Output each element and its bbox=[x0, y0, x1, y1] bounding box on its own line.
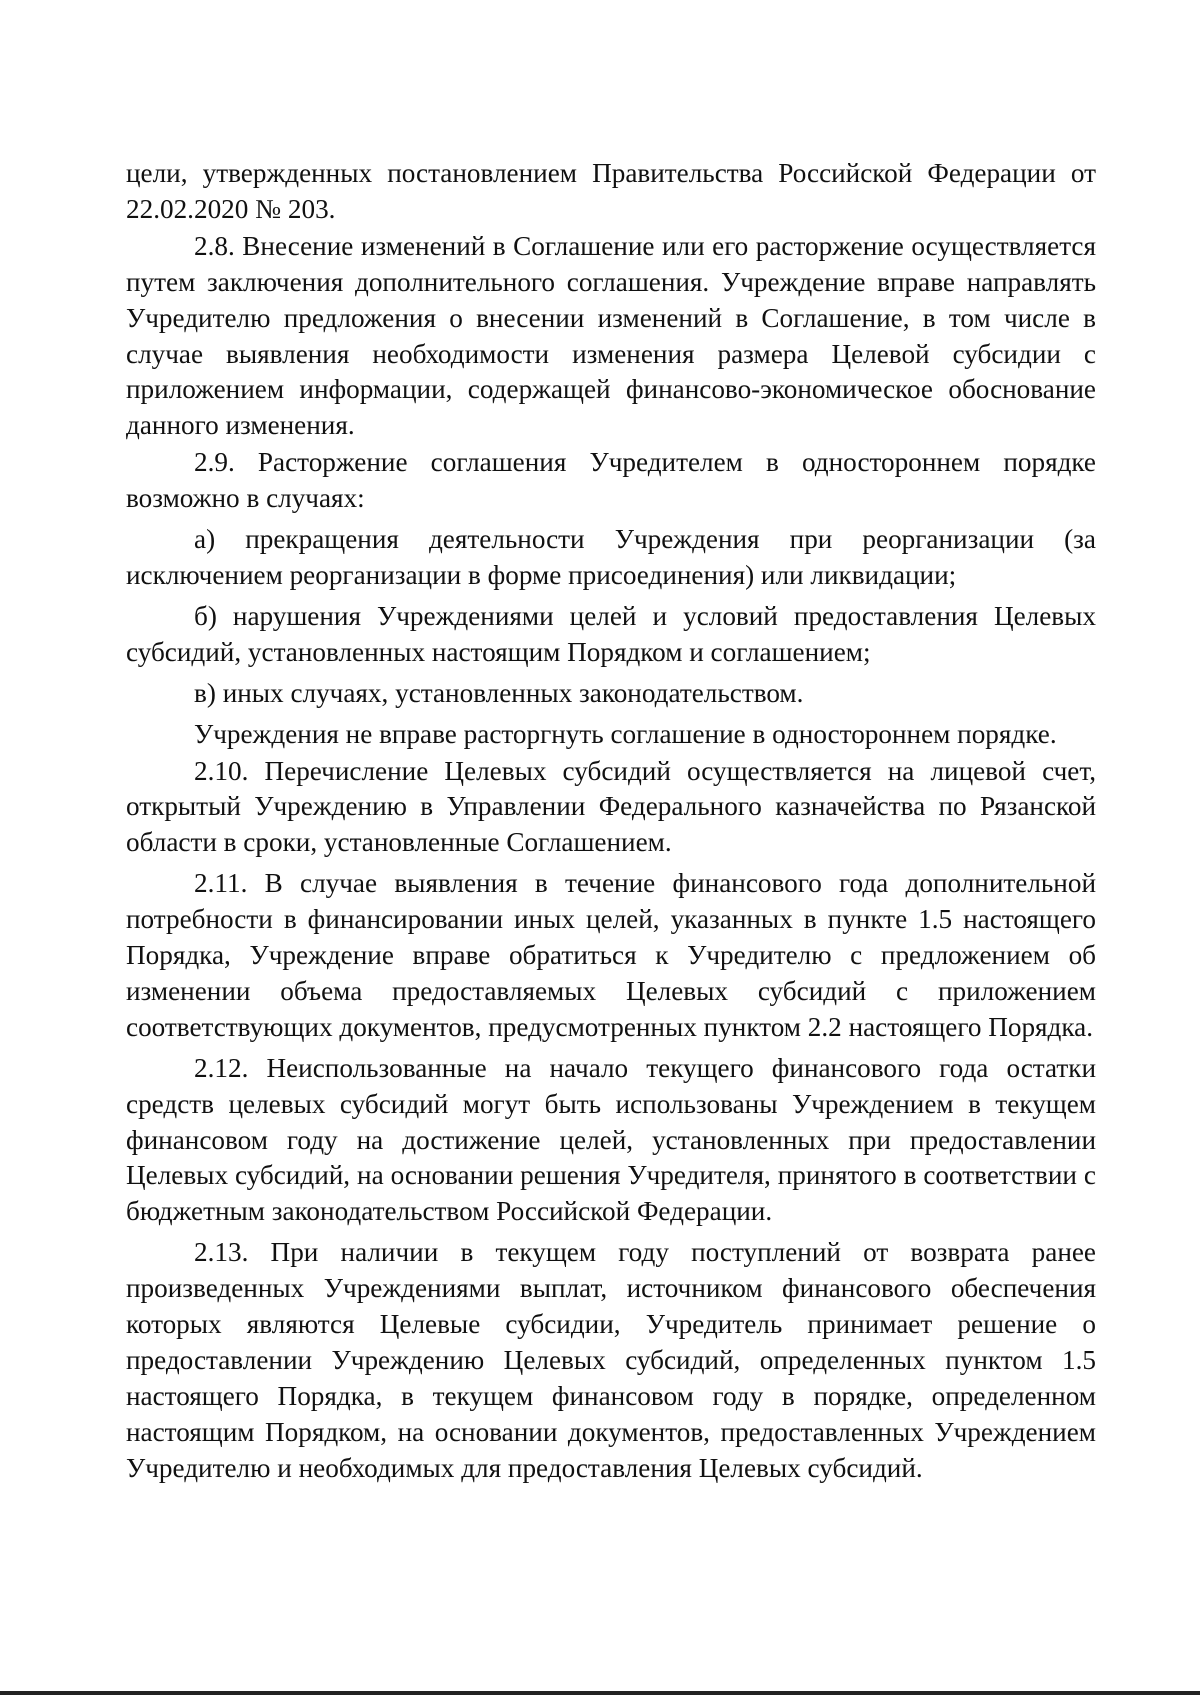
document-body bbox=[126, 156, 1096, 1487]
paragraph-2-11: 2.11. В случае выявления в течение финансового года дополнительной потребности в финансировании иных целей, указанных в пункте 1.5 настоящего Порядка, Учреждение вправе обратиться к Учредителю с предложением об изменении объема предоставляемых Целевых субсидий с приложением соответствующих документов, предусмотренных пунктом 2.2 настоящего Порядка. bbox=[126, 868, 1096, 1042]
paragraph-2-10: 2.10. Перечисление Целевых субсидий осуществляется на лицевой счет, открытый Учреждению в Управлении Федерального казначейства по Рязанской области в сроки, установленные Соглашением. bbox=[126, 755, 1096, 858]
paragraph-2-8: 2.8. Внесение изменений в Соглашение или его расторжение осуществляется путем заключения дополнительного соглашения. Учреждение вправе направлять Учредителю предложения о внесении изменений в Соглашение, в том числе в случае выявления необходимости изменения размера Целевой субсидии с приложением информации, содержащей финансово-экономическое обоснование данного изменения. bbox=[126, 230, 1096, 441]
paragraph-unilateral-note: Учреждения не вправе расторгнуть соглашение в одностороннем порядке. bbox=[194, 718, 1057, 749]
paragraph-2-9: 2.9. Расторжение соглашения Учредителем в одностороннем порядке возможно в случаях: bbox=[126, 447, 1096, 514]
scan-bottom-edge bbox=[0, 1691, 1200, 1695]
paragraph-2-12: 2.12. Неиспользованные на начало текущего финансового года остатки средств целевых субсидий могут быть использованы Учреждением в текущем финансовом году на достижение целей, установленных при предоставлении Целевых субсидий, на основании решения Учредителя, принятого в соответствии с бюджетным законодательством Российской Федерации. bbox=[126, 1052, 1096, 1227]
paragraph-continuation: цели, утвержденных постановлением Правительства Российской Федерации от 22.02.2020 № 203. bbox=[126, 158, 1096, 224]
paragraph-2-9-v: в) иных случаях, установленных законодательством. bbox=[194, 677, 804, 708]
paragraph-2-9-b: б) нарушения Учреждениями целей и условий предоставления Целевых субсидий, установленных настоящим Порядком и соглашением; bbox=[126, 600, 1096, 667]
paragraph-2-13: 2.13. При наличии в текущем году поступлений от возврата ранее произведенных Учреждениями выплат, источником финансового обеспечения которых являются Целевые субсидии, Учредитель принимает решение о предоставлении Учреждению Целевых субсидий, определенных пунктом 1.5 настоящего Порядка, в текущем финансовом году в порядке, определенном настоящим Порядком, на основании документов, предоставленных Учреждением Учредителю и необходимых для предоставления Целевых субсидий. bbox=[126, 1237, 1096, 1483]
paragraph-2-9-a: а) прекращения деятельности Учреждения при реорганизации (за исключением реорганизации в форме присоединения) или ликвидации; bbox=[126, 524, 1096, 590]
